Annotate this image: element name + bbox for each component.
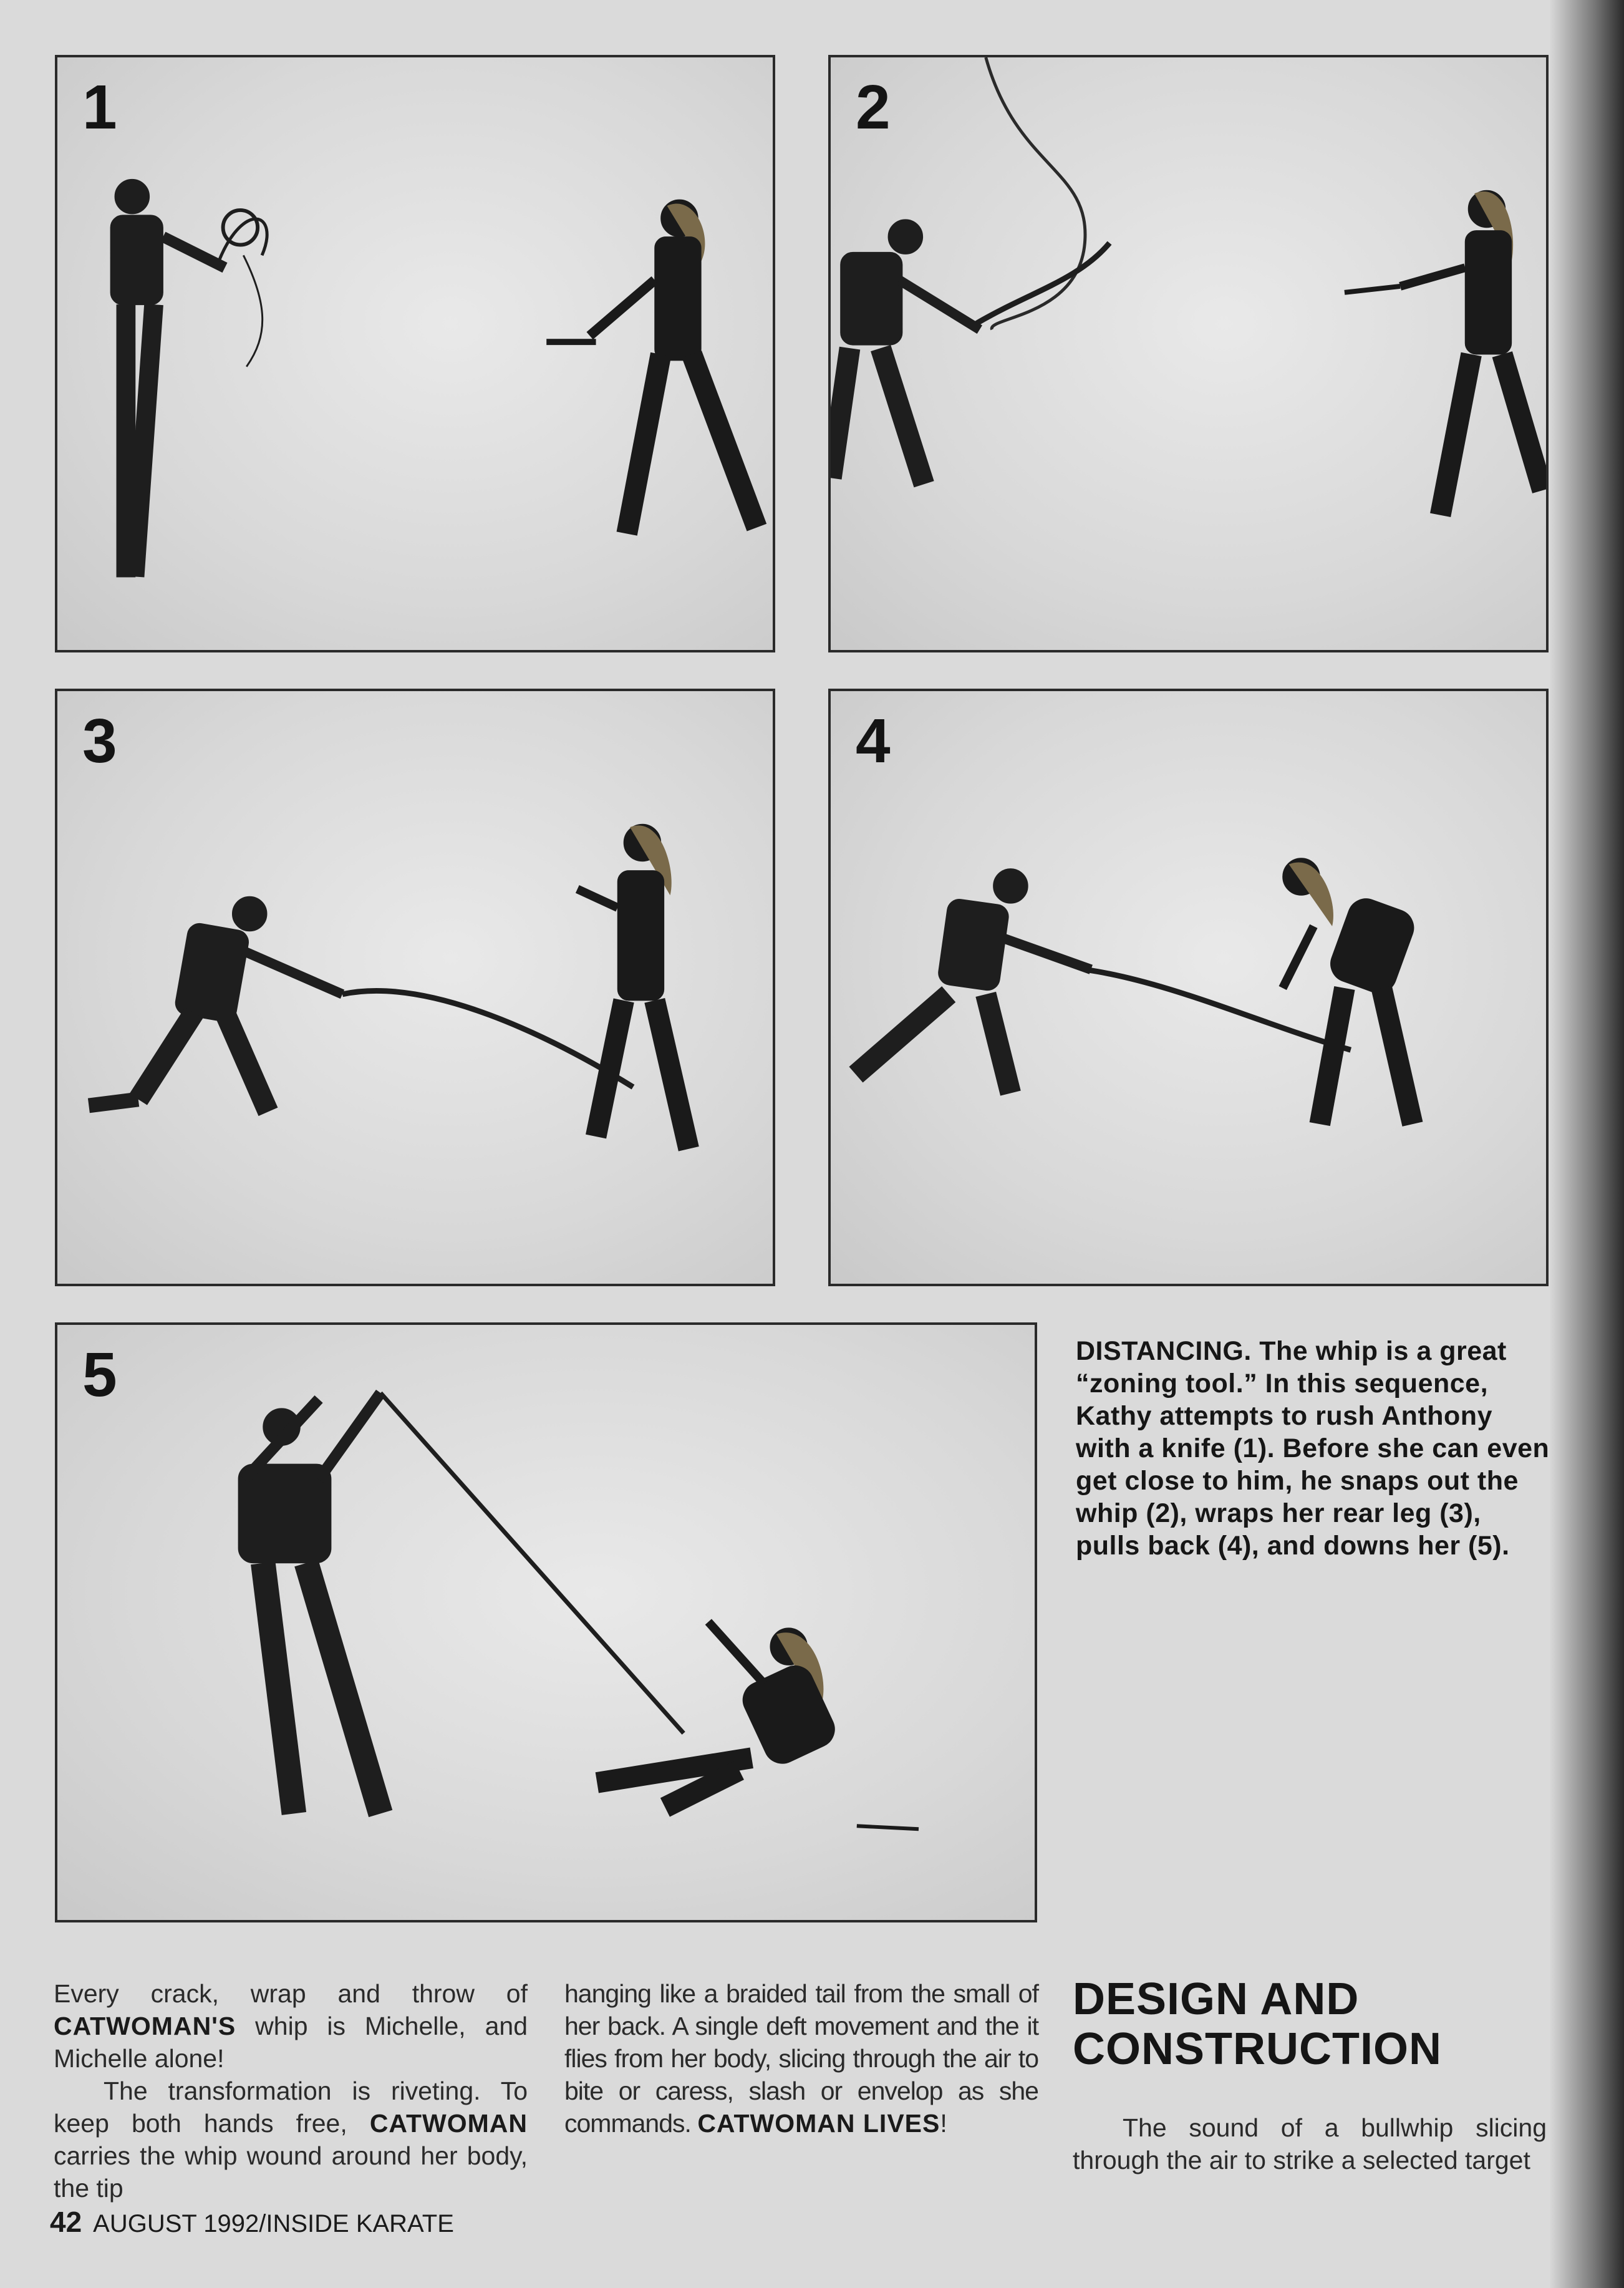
text-run: carries the whip wound around her body, the tip xyxy=(54,2141,528,2203)
photo-caption: DISTANCING. The whip is a great “zoning tool.” In this sequence, Kathy attempts to rush Anthony with a knife (1). Before she can even get close to him, he snaps out the whip (2), wraps her rear leg (3), pulls back (4), and downs her (5). xyxy=(1076,1336,1550,1561)
article-paragraph xyxy=(564,1977,1038,2140)
text-run: Every crack, wrap and throw of xyxy=(54,1979,528,2008)
article-paragraph xyxy=(54,2075,528,2204)
article-column-3 xyxy=(1073,2111,1547,2176)
photo-number: 2 xyxy=(856,72,891,142)
page-edge-shadow xyxy=(1549,0,1624,2288)
photo-4-illustration xyxy=(831,691,1546,1284)
photo-2-illustration xyxy=(831,57,1546,650)
photo-5-illustration xyxy=(57,1325,1035,1920)
text-run: whip is Michelle, and Michelle alone! xyxy=(54,2012,528,2073)
article-paragraph xyxy=(54,1977,528,2075)
photo-number: 5 xyxy=(82,1340,117,1410)
article-column-2 xyxy=(564,1977,1038,2140)
article-paragraph: The sound of a bullwhip slicing through the air to strike a selected target xyxy=(1073,2113,1547,2174)
text-run: The transformation is riveting. To keep both hands free, xyxy=(54,2077,528,2138)
emphasis-text: CATWOMAN LIVES xyxy=(697,2109,940,2138)
photo-number: 1 xyxy=(82,72,117,142)
photo-3-illustration xyxy=(57,691,773,1284)
photo-3 xyxy=(55,689,775,1286)
issue-label: AUGUST 1992/INSIDE KARATE xyxy=(93,2210,454,2237)
photo-2 xyxy=(828,55,1549,652)
text-run: hanging like a braided tail from the small of her back. A single deft movement and the it flies from her body, slicing through the air to bite or caress, slash or envelop as she commands. xyxy=(564,1979,1038,2138)
photo-number: 3 xyxy=(82,706,117,776)
emphasis-text: CATWOMAN xyxy=(369,2109,528,2138)
photo-1 xyxy=(55,55,775,652)
page-footer xyxy=(50,2205,454,2239)
article-column-1 xyxy=(54,1977,528,2204)
page-number: 42 xyxy=(50,2206,82,2238)
photo-number: 4 xyxy=(856,706,891,776)
section-heading: DESIGN AND CONSTRUCTION xyxy=(1073,1974,1442,2074)
photo-5 xyxy=(55,1322,1037,1922)
text-run: ! xyxy=(940,2109,947,2138)
emphasis-text: CATWOMAN'S xyxy=(54,2012,236,2040)
photo-1-illustration xyxy=(57,57,773,650)
photo-4 xyxy=(828,689,1549,1286)
